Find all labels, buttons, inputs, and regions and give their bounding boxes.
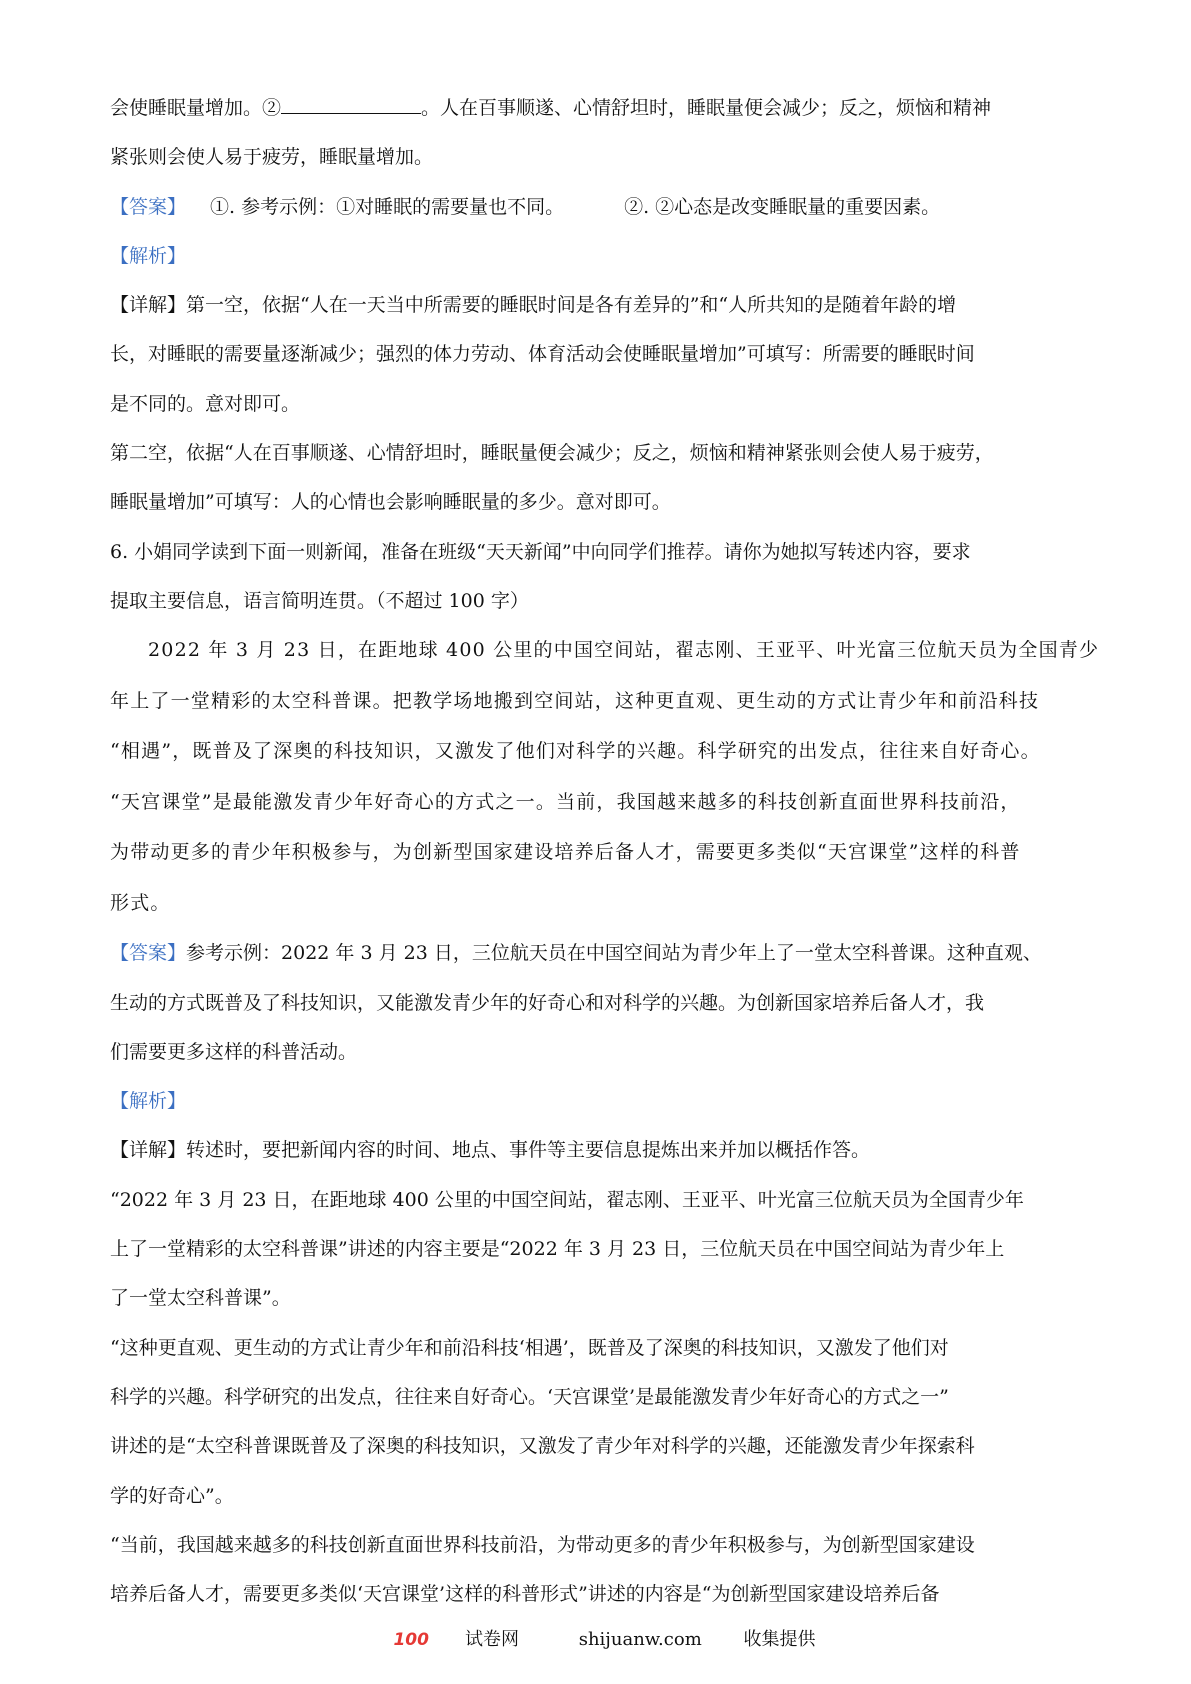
answer-part-1: ①. 参考示例：①对睡眠的需要量也不同。 bbox=[210, 195, 565, 218]
text-line: 【详解】转述时，要把新闻内容的时间、地点、事件等主要信息提炼出来并加以概括作答。 bbox=[110, 1139, 871, 1162]
analysis-label: 【解析】 bbox=[110, 244, 187, 267]
text-line: 讲述的是“太空科普课既普及了深奥的科技知识，又激发了青少年对科学的兴趣，还能激发青少年探索科 bbox=[110, 1435, 975, 1458]
blank-number: ② bbox=[262, 97, 282, 119]
news-line: 为带动更多的青少年积极参与，为创新型国家建设培养后备人才，需要更多类似“天宫课堂”这样的科普 bbox=[110, 841, 1021, 864]
text-line: 会使睡眠量增加。② 。人在百事顺遂、心情舒坦时，睡眠量便会减少；反之，烦恼和精神 bbox=[110, 97, 992, 119]
text-line: 培养后备人才，需要更多类似‘天宫课堂’这样的科普形式”讲述的内容是“为创新型国家建设培养后备 bbox=[110, 1583, 940, 1606]
text-line: 生动的方式既普及了科技知识，又能激发青少年的好奇心和对科学的兴趣。为创新国家培养后备人才，我 bbox=[110, 991, 985, 1014]
answer-part-2: ②. ②心态是改变睡眠量的重要因素。 bbox=[624, 195, 941, 218]
analysis-label: 【解析】 bbox=[110, 1090, 187, 1113]
answer-line: 【答案】参考示例：2022 年 3 月 23 日，三位航天员在中国空间站为青少年上了一堂太空科普课。这种直观、 bbox=[110, 942, 1042, 965]
answer-label: 【答案】 bbox=[110, 195, 187, 218]
question-6-line: 提取主要信息，语言简明连贯。（不超过 100 字） bbox=[110, 589, 529, 612]
text-line: 了一堂太空科普课”。 bbox=[110, 1287, 291, 1310]
answer-label: 【答案】 bbox=[110, 942, 187, 965]
text-line: 上了一堂精彩的太空科普课”讲述的内容主要是“2022 年 3 月 23 日，三位航天员在中国空间站为青少年上 bbox=[110, 1238, 1005, 1261]
text-line: 睡眠量增加”可填写：人的心情也会影响睡眠量的多少。意对即可。 bbox=[110, 491, 671, 514]
text-line: 科学的兴趣。科学研究的出发点，往往来自好奇心。‘天宫课堂’是最能激发青少年好奇心的方式之一” bbox=[110, 1385, 949, 1408]
text-line: “当前，我国越来越多的科技创新直面世界科技前沿，为带动更多的青少年积极参与，为创新型国家建设 bbox=[110, 1533, 975, 1556]
footer-provided: 收集提供 bbox=[743, 1629, 816, 1650]
text-line: 是不同的。意对即可。 bbox=[110, 392, 301, 415]
news-line: “天宫课堂”是最能激发青少年好奇心的方式之一。当前，我国越来越多的科技创新直面世界科技前沿， bbox=[110, 790, 1021, 813]
text-line: “这种更直观、更生动的方式让青少年和前沿科技‘相遇’，既普及了深奥的科技知识，又激发了他们对 bbox=[110, 1336, 949, 1359]
page-footer bbox=[0, 1628, 1191, 1652]
site-name: 试卷网 bbox=[464, 1629, 519, 1650]
site-domain: shijuanw.com bbox=[578, 1629, 702, 1650]
text-line: 【详解】第一空，依据“人在一天当中所需要的睡眠时间是各有差异的”和“人所共知的是随着年龄的增 bbox=[110, 294, 957, 317]
footer-logo bbox=[375, 1629, 537, 1650]
text-line: “2022 年 3 月 23 日，在距地球 400 公里的中国空间站，翟志刚、王亚平、叶光富三位航天员为全国青少年 bbox=[110, 1188, 1024, 1211]
text-line: 长，对睡眠的需要量逐渐减少；强烈的体力劳动、体育活动会使睡眠量增加”可填写：所需要的睡眠时间 bbox=[110, 343, 975, 366]
question-6-line: 6. 小娟同学读到下面一则新闻，准备在班级“天天新闻”中向同学们推荐。请你为她拟写转述内容，要求 bbox=[110, 540, 971, 563]
logo-100: 100 bbox=[393, 1630, 429, 1650]
news-line: 2022 年 3 月 23 日，在距地球 400 公里的中国空间站，翟志刚、王亚平、叶光富三位航天员为全国青少 bbox=[148, 639, 1100, 662]
text-line: 们需要更多这样的科普活动。 bbox=[110, 1040, 358, 1063]
text-line: 紧张则会使人易于疲劳，睡眠量增加。 bbox=[110, 146, 434, 169]
document-body bbox=[110, 95, 1100, 1630]
fill-blank bbox=[281, 95, 421, 114]
news-line: “相遇”，既普及了深奥的科技知识，又激发了他们对科学的兴趣。科学研究的出发点，往往来自好奇心。 bbox=[110, 740, 1041, 763]
answer-line bbox=[110, 194, 1085, 220]
news-line: 年上了一堂精彩的太空科普课。把教学场地搬到空间站，这种更直观、更生动的方式让青少年和前沿科技 bbox=[110, 689, 1040, 712]
text-line: 学的好奇心”。 bbox=[110, 1484, 234, 1507]
news-line: 形式。 bbox=[110, 891, 171, 914]
text-line: 第二空，依据“人在百事顺遂、心情舒坦时，睡眠量便会减少；反之，烦恼和精神紧张则会使人易于疲劳， bbox=[110, 442, 994, 465]
